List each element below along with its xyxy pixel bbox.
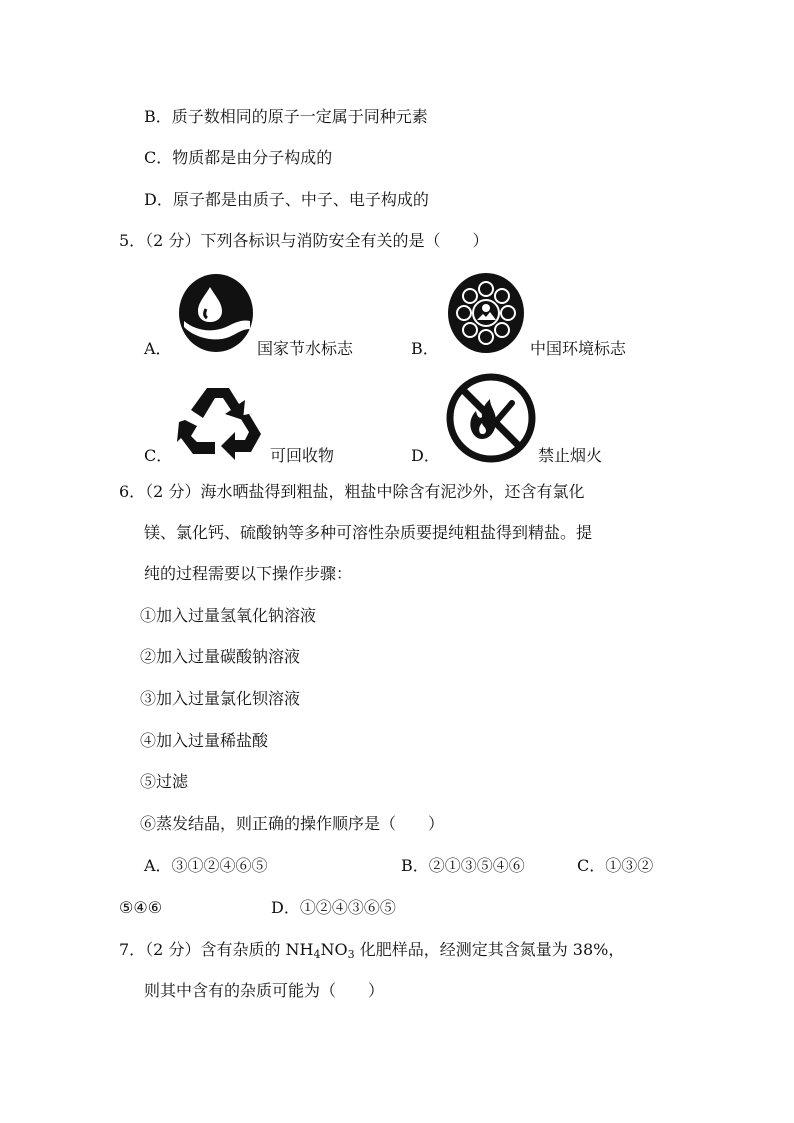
q6-option-d: D．①②④③⑥⑤ bbox=[271, 898, 396, 917]
q6-step-2: ②加入过量碳酸钠溶液 bbox=[140, 647, 301, 666]
no-fire-icon bbox=[446, 373, 536, 463]
question-7-stem-line-2: 则其中含有的杂质可能为（ ） bbox=[144, 981, 385, 1000]
q6-step-1: ①加入过量氢氧化钠溶液 bbox=[140, 606, 317, 625]
q6-step-3: ③加入过量氯化钡溶液 bbox=[140, 689, 301, 708]
option-d-prev: D．原子都是由质子、中子、电子构成的 bbox=[144, 190, 429, 209]
q6-step-5: ⑤过滤 bbox=[140, 772, 189, 791]
q5-option-b-letter: B． bbox=[411, 339, 439, 358]
q6-step-6: ⑥蒸发结晶，则正确的操作顺序是（ ） bbox=[140, 814, 445, 833]
q6-option-c-continued: ⑤④⑥ bbox=[119, 898, 163, 917]
option-c-prev: C．物质都是由分子构成的 bbox=[144, 148, 333, 167]
question-7-stem-line-1: 7．（2 分）含有杂质的 $NH_4NO_3$ 化肥样品，经测定其含氮量为 38%， bbox=[119, 940, 625, 961]
question-6-stem-line-1: 6．（2 分）海水晒盐得到粗盐，粗盐中除含有泥沙外，还含有氯化 bbox=[119, 482, 585, 501]
q6-step-4: ④加入过量稀盐酸 bbox=[140, 731, 269, 750]
recycle-icon bbox=[177, 380, 267, 462]
q5-option-c-label: 可回收物 bbox=[270, 446, 335, 465]
q5-option-d-label: 禁止烟火 bbox=[538, 446, 603, 465]
q5-option-a-letter: A． bbox=[144, 339, 172, 358]
q6-option-b: B．②①③⑤④⑥ bbox=[401, 856, 525, 875]
q6-option-a: A．③①②④⑥⑤ bbox=[144, 856, 268, 875]
q6-option-c: C．①③② bbox=[577, 856, 654, 875]
q5-option-b-label: 中国环境标志 bbox=[530, 339, 627, 358]
question-5-stem: 5．（2 分）下列各标识与消防安全有关的是（ ） bbox=[119, 231, 489, 250]
environment-icon bbox=[447, 272, 525, 354]
water-saving-icon bbox=[178, 273, 254, 353]
q5-option-c-letter: C． bbox=[144, 446, 173, 465]
question-6-stem-line-3: 纯的过程需要以下操作步骤： bbox=[144, 564, 353, 583]
q5-option-a-label: 国家节水标志 bbox=[257, 339, 354, 358]
q5-option-d-letter: D． bbox=[411, 446, 440, 465]
option-b-prev: B．质子数相同的原子一定属于同种元素 bbox=[144, 107, 428, 126]
question-6-stem-line-2: 镁、氯化钙、硫酸钠等多种可溶性杂质要提纯粗盐得到精盐。提 bbox=[144, 523, 593, 542]
